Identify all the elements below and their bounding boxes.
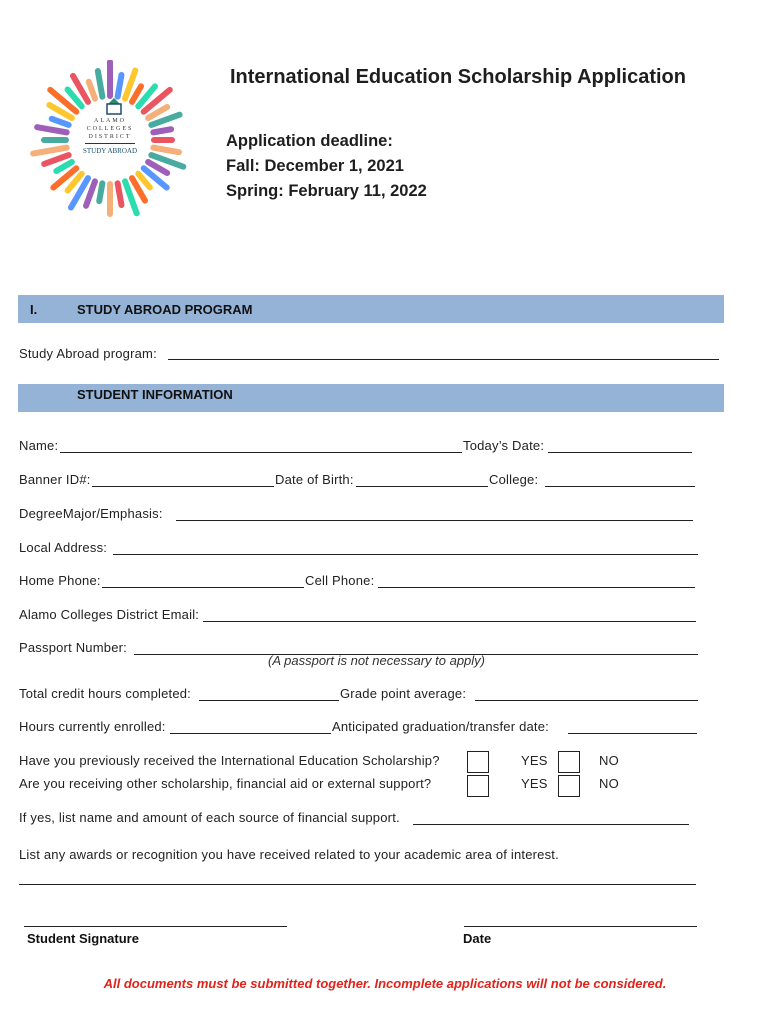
cell-phone-label: Cell Phone: (305, 573, 375, 588)
passport-label: Passport Number: (19, 640, 127, 655)
local-address-label: Local Address: (19, 540, 108, 555)
logo-landmark-shape (118, 75, 122, 97)
dob-field[interactable] (356, 486, 488, 487)
logo-graphic (30, 60, 190, 220)
hours-enrolled-field[interactable] (170, 733, 331, 734)
program-field[interactable] (168, 359, 719, 360)
program-label: Study Abroad program: (19, 346, 157, 361)
email-field[interactable] (203, 621, 696, 622)
section-number: I. (30, 302, 38, 317)
student-signature-label: Student Signature (27, 931, 139, 946)
todays-date-field[interactable] (548, 452, 692, 453)
banner-id-label: Banner ID#: (19, 472, 91, 487)
financial-support-field[interactable] (413, 824, 689, 825)
no-label: NO (599, 753, 619, 768)
credit-hours-field[interactable] (199, 700, 339, 701)
logo-landmark-shape (99, 183, 102, 201)
page-title: International Education Scholarship Application (230, 66, 686, 88)
awards-field[interactable] (19, 884, 696, 885)
logo-text-2: COLLEGES (86, 126, 134, 132)
passport-note: (A passport is not necessary to apply) (268, 653, 486, 668)
logo-landmark-shape (89, 82, 95, 99)
name-field[interactable] (60, 452, 462, 453)
cell-phone-field[interactable] (378, 587, 695, 588)
awards-label: List any awards or recognition you have received related to your academic area of interest. (19, 847, 559, 862)
degree-label: DegreeMajor/Emphasis: (19, 506, 163, 521)
logo-text-3: DISTRICT (88, 134, 132, 140)
banner-id-field[interactable] (92, 486, 274, 487)
email-label: Alamo Colleges District Email: (19, 607, 200, 622)
yes-label: YES (521, 776, 548, 791)
logo-landmark-shape (56, 162, 72, 171)
study-abroad-logo (30, 60, 190, 220)
logo-landmark-shape (132, 86, 141, 102)
home-phone-field[interactable] (102, 587, 304, 588)
student-signature-field[interactable] (24, 926, 287, 927)
college-field[interactable] (545, 486, 695, 487)
logo-landmark-shape (118, 183, 122, 205)
date-label: Date (463, 931, 492, 946)
college-label: College: (489, 472, 539, 487)
section-heading-study-abroad: STUDY ABROAD PROGRAM (77, 302, 253, 317)
hours-enrolled-label: Hours currently enrolled: (19, 719, 166, 734)
fall-deadline: Fall: December 1, 2021 (226, 157, 404, 175)
gpa-field[interactable] (475, 700, 698, 701)
dob-label: Date of Birth: (275, 472, 354, 487)
question-previous-scholarship: Have you previously received the International Education Scholarship? (19, 753, 440, 768)
section-heading-student-info: STUDENT INFORMATION (77, 387, 233, 402)
graduation-label: Anticipated graduation/transfer date: (332, 719, 549, 734)
spring-deadline: Spring: February 11, 2022 (226, 182, 427, 200)
logo-text-1: ALAMO (94, 118, 126, 124)
yes-label: YES (521, 753, 548, 768)
other-support-no-checkbox[interactable] (558, 775, 580, 797)
logo-text-4: STUDY ABROAD (83, 147, 137, 155)
other-support-yes-checkbox[interactable] (467, 775, 489, 797)
todays-date-label: Today’s Date: (463, 438, 545, 453)
name-label: Name: (19, 438, 59, 453)
question-other-support: Are you receiving other scholarship, financial aid or external support? (19, 776, 432, 791)
footer-notice: All documents must be submitted together. Incomplete applications will not be considered. (103, 976, 667, 991)
previous-scholarship-yes-checkbox[interactable] (467, 751, 489, 773)
previous-scholarship-no-checkbox[interactable] (558, 751, 580, 773)
logo-divider (85, 143, 135, 144)
degree-field[interactable] (176, 520, 693, 521)
no-label: NO (599, 776, 619, 791)
home-phone-label: Home Phone: (19, 573, 101, 588)
date-field[interactable] (464, 926, 697, 927)
if-yes-label: If yes, list name and amount of each source of financial support. (19, 810, 400, 825)
credit-hours-label: Total credit hours completed: (19, 686, 191, 701)
graduation-field[interactable] (568, 733, 697, 734)
local-address-field[interactable] (113, 554, 698, 555)
logo-landmark-shape (98, 71, 103, 97)
gpa-label: Grade point average: (340, 686, 467, 701)
deadline-heading: Application deadline: (226, 132, 393, 150)
